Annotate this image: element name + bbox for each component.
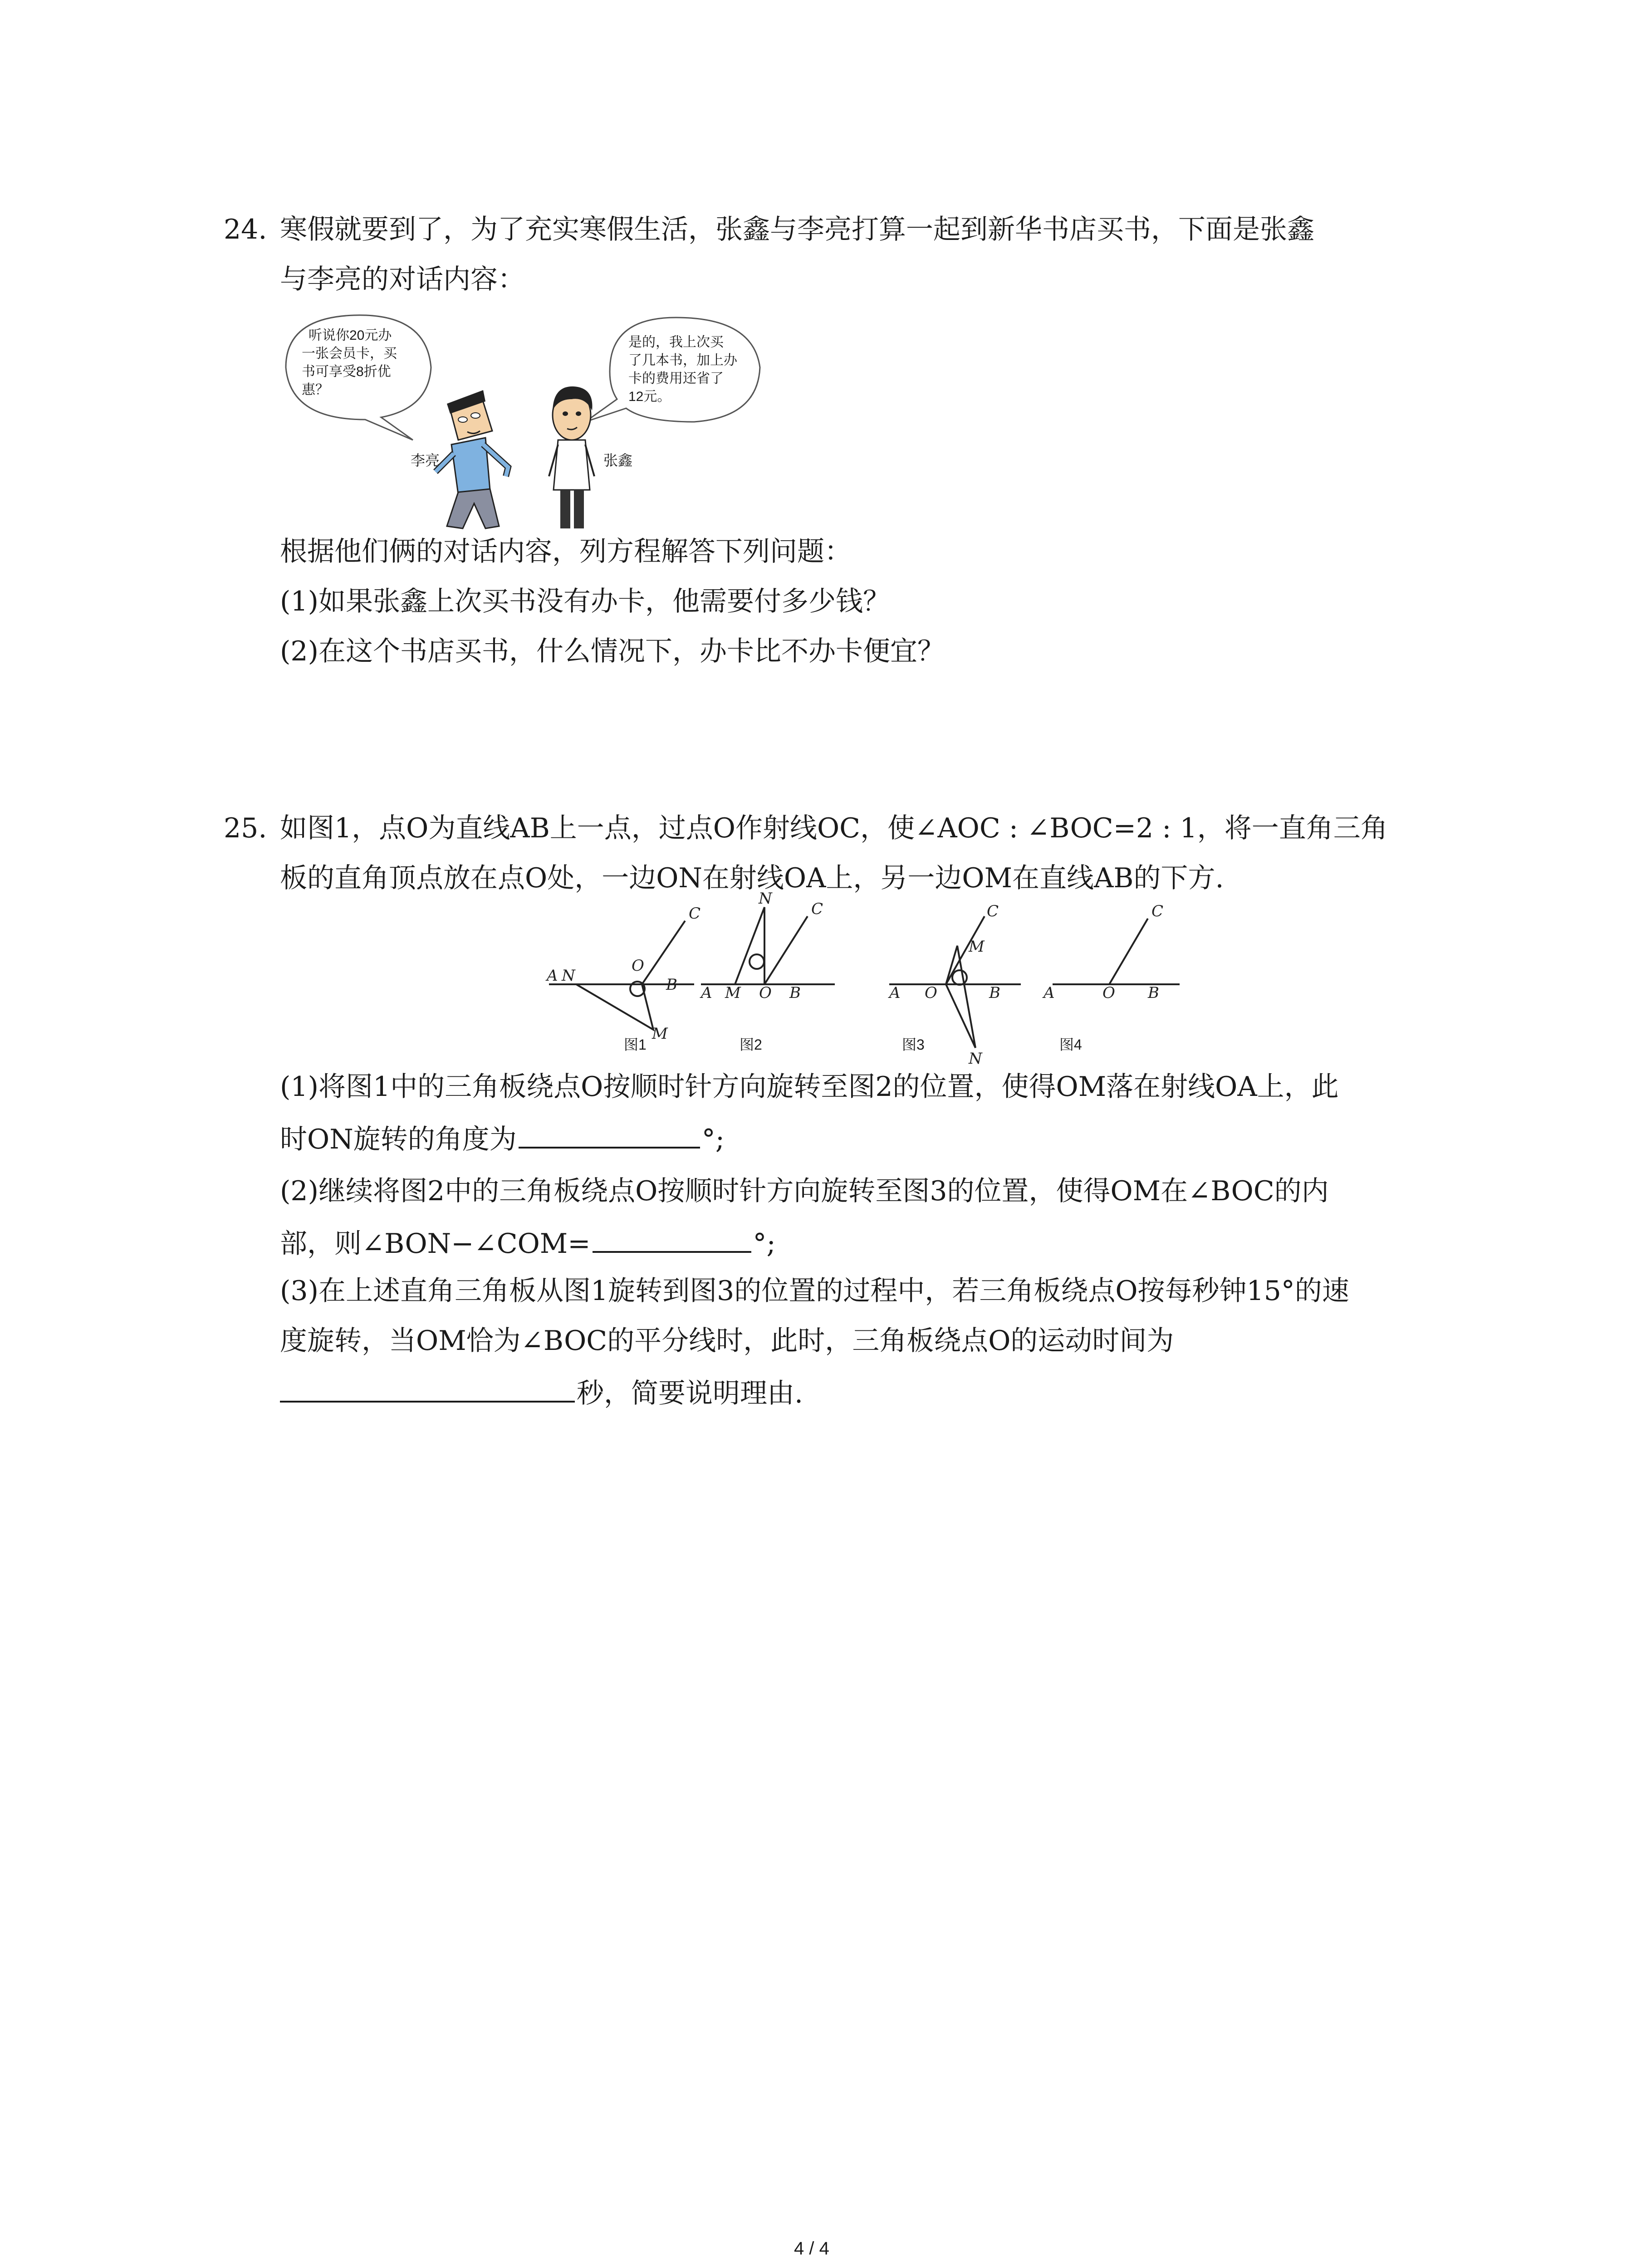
q25-number: 25. [224,812,267,844]
name-label-zhang-xin: 张鑫 [603,452,633,469]
q24-intro: 根据他们俩的对话内容，列方程解答下列问题： [280,536,852,567]
name-label-li-liang: 李亮 [411,452,440,469]
q25-sub2-answer-blank[interactable] [593,1225,751,1253]
q25-sub3-post: 秒，简要说明理由. [577,1378,803,1409]
fig2-caption: 图2 [740,1036,762,1053]
q25-sub1-answer-blank[interactable] [519,1120,700,1149]
q24-sub1: (1)如果张鑫上次买书没有办卡，他需要付多少钱？ [280,586,890,617]
q24-text-line1: 寒假就要到了，为了充实寒假生活，张鑫与李亮打算一起到新华书店买书，下面是张鑫 [280,214,1314,245]
bubble-left-line4: 惠？ [302,382,329,397]
svg-text:N: N [969,1050,982,1066]
q24-number: 24. [224,214,267,245]
svg-text:B: B [989,984,1000,1002]
q25-sub1-line2 [280,1120,725,1156]
svg-text:M: M [652,1025,668,1043]
fig3-caption: 图3 [902,1036,925,1053]
q25-sub3-line1: (3)在上述直角三角板从图1旋转到图3的位置的过程中，若三角板绕点O按每秒钟15°的速 [280,1275,1349,1307]
svg-text:A: A [1043,984,1055,1002]
q25-sub3-answer-blank[interactable] [280,1374,575,1403]
svg-text:O: O [759,984,772,1002]
svg-text:C: C [689,904,701,923]
q25-sub2-pre: 部，则∠BON−∠COM= [280,1228,591,1260]
svg-text:M: M [725,984,741,1002]
svg-text:A: A [701,984,712,1002]
svg-text:O: O [925,984,937,1002]
bubble-left-line2: 一张会员卡，买 [302,346,397,361]
q25-text-line2: 板的直角顶点放在点O处，一边ON在射线OA上，另一边OM在直线AB的下方. [280,862,1224,894]
svg-text:C: C [1151,902,1164,920]
svg-text:O: O [1102,984,1115,1002]
svg-text:A: A [889,984,901,1002]
page-number: 4 / 4 [794,2239,829,2258]
fig4-caption: 图4 [1059,1036,1082,1053]
q25-sub3-line3 [280,1374,803,1410]
bubble-left-line1: 听说你20元办 [309,328,392,343]
svg-text:C: C [811,900,823,918]
svg-text:C: C [987,902,999,920]
q24-sub2: (2)在这个书店买书，什么情况下，办卡比不办卡便宜？ [280,635,945,667]
fig1-caption: 图1 [624,1036,647,1053]
q25-sub1-line1: (1)将图1中的三角板绕点O按顺时针方向旋转至图2的位置，使得OM落在射线OA上，此 [280,1071,1339,1103]
bubble-right-line1: 是的，我上次买 [628,335,724,350]
bubble-right-line2: 了几本书，加上办 [628,353,737,368]
svg-text:N: N [759,890,772,908]
q25-sub2-line2 [280,1225,776,1260]
bubble-right-line4: 12元。 [628,389,671,404]
q25-sub2-line1: (2)继续将图2中的三角板绕点O按顺时针方向旋转至图3的位置，使得OM在∠BOC的内 [280,1175,1329,1207]
svg-text:B: B [789,984,801,1002]
zhang-xin-figure [549,386,594,528]
q25-sub1-post: °; [701,1124,725,1155]
bubble-left-line3: 书可享受8折优 [302,364,391,379]
q25-text-line1: 如图1，点O为直线AB上一点，过点O作射线OC，使∠AOC : ∠BOC=2 : 1，将一直角三角 [280,812,1388,844]
svg-text:N: N [562,967,575,985]
bubble-right-line3: 卡的费用还省了 [628,371,724,386]
q25-sub3-line2: 度旋转，当OM恰为∠BOC的平分线时，此时，三角板绕点O的运动时间为 [280,1325,1174,1357]
q24-text-line2: 与李亮的对话内容： [280,264,525,295]
svg-text:B: B [1148,984,1159,1002]
q25-sub1-pre: 时ON旋转的角度为 [280,1124,517,1155]
svg-text:B: B [666,976,677,994]
svg-text:O: O [632,957,644,975]
svg-text:A: A [547,967,558,985]
q25-sub2-post: °; [753,1228,776,1260]
svg-text:M: M [969,938,985,956]
li-liang-figure [436,390,508,528]
